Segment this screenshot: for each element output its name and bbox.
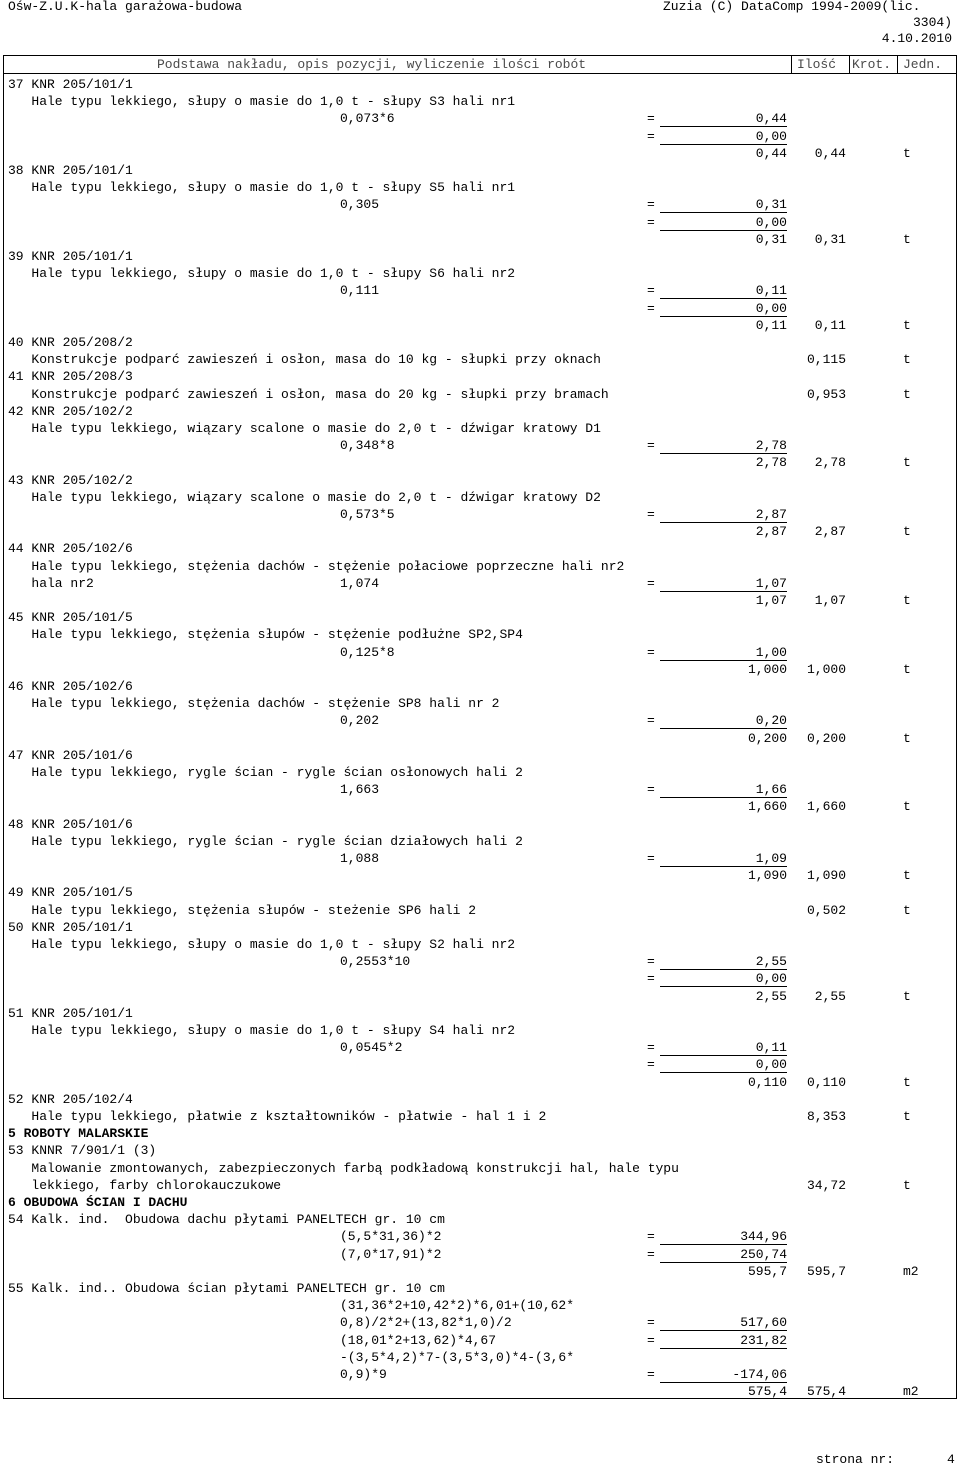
measurement-value: 595,7 [747,1263,787,1279]
section-heading: 5 ROBOTY MALARSKIE [8,1126,149,1142]
unit-label: t [903,352,911,368]
equals-sign: = [647,1367,655,1382]
measurement-value: 0,200 [747,730,787,746]
measurement-formula: 0,202 [340,713,380,729]
position-text: Hale typu lekkiego, rygle ścian - rygle ścian działowych hali 2 [8,833,523,849]
position-text: Hale typu lekkiego, stężenia słupów - steżenie SP6 hali 2 [8,902,477,918]
position-text: 53 KNNR 7/901/1 (3) [8,1143,157,1159]
measurement-formula: -(3,5*4,2)*7-(3,5*3,0)*4-(3,6* [340,1349,575,1365]
equals-sign: = [647,782,655,798]
equals-sign: = [647,438,655,454]
position-text: Hale typu lekkiego, słupy o masie do 1,0 t - słupy S3 hali nr1 [8,94,516,110]
column-header-multiplier: Krot. [852,57,892,72]
measurement-value: 0,110 [747,1074,787,1090]
measurement-value: 0,00 [755,971,787,987]
equals-sign: = [647,111,655,127]
unit-label: t [903,661,911,677]
quantity-total: 2,55 [814,988,846,1004]
position-text: 45 KNR 205/101/5 [8,610,133,626]
position-text: Konstrukcje podparć zawieszeń i osłon, masa do 20 kg - słupki przy bramach [8,386,609,402]
column-header-quantity: Ilość [797,57,837,72]
equals-sign: = [647,1332,655,1348]
measurement-formula: (31,36*2+10,42*2)*6,01+(10,62* [340,1298,575,1314]
measurement-value: 2,55 [755,988,787,1004]
value-underline [660,1348,787,1349]
measurement-value: 1,000 [747,661,787,677]
position-text: 44 KNR 205/102/6 [8,541,133,557]
position-text: Hale typu lekkiego, słupy o masie do 1,0 t - słupy S6 hali nr2 [8,266,516,282]
unit-label: t [903,730,911,746]
position-text: Hale typu lekkiego, stężenia dachów - stężenie SP8 hali nr 2 [8,696,500,712]
column-divider [849,56,850,73]
section-heading: 6 OBUDOWA ŚCIAN I DACHU [8,1195,188,1210]
position-text: 46 KNR 205/102/6 [8,679,133,694]
position-text: Hale typu lekkiego, słupy o masie do 1,0 t - słupy S5 hali nr1 [8,180,516,196]
quantity-total: 8,353 [806,1109,846,1124]
measurement-formula: (7,0*17,91)*2 [340,1246,442,1262]
unit-label: t [903,231,911,247]
measurement-value: 0,11 [755,1040,787,1056]
position-text: 49 KNR 205/101/5 [8,885,133,901]
position-text: 42 KNR 205/102/2 [8,403,133,419]
equals-sign: = [647,713,655,729]
equals-sign: = [647,1229,655,1245]
program-info: Zuzia (C) DataComp 1994-2009(lic. [663,0,921,14]
position-text: 52 KNR 205/102/4 [8,1091,133,1107]
unit-label: t [903,455,911,471]
position-text: Hale typu lekkiego, rygle ścian - rygle ścian osłonowych hali 2 [8,765,523,780]
position-text: Hale typu lekkiego, wiązary scalone o masie do 2,0 t - dźwigar kratowy D2 [8,489,601,505]
measurement-formula: 0,0545*2 [340,1040,403,1056]
measurement-value: 0,31 [755,197,787,213]
position-text: 54 Kalk. ind. Obudowa dachu płytami PANELTECH gr. 10 cm [8,1212,445,1228]
position-text: 37 KNR 205/101/1 [8,77,133,92]
position-text: 48 KNR 205/101/6 [8,816,133,832]
equals-sign: = [647,128,655,144]
unit-label: t [903,386,911,402]
position-text: 51 KNR 205/101/1 [8,1005,133,1021]
position-text: lekkiego, farby chlorokauczukowe [8,1177,282,1193]
equals-sign: = [647,575,655,591]
unit-label: t [903,1109,911,1124]
measurement-formula: 0,073*6 [340,111,395,127]
equals-sign: = [647,283,655,299]
measurement-value: 344,96 [740,1229,787,1245]
position-text: 43 KNR 205/102/2 [8,472,133,488]
measurement-value: 1,660 [747,799,787,815]
measurement-value: 1,00 [755,644,787,660]
measurement-value: 1,09 [755,851,787,866]
measurement-value: 1,07 [755,593,787,608]
measurement-value: 1,07 [755,575,787,591]
equals-sign: = [647,1315,655,1331]
quantity-total: 595,7 [806,1263,846,1279]
equals-sign: = [647,300,655,316]
equals-sign: = [647,1057,655,1073]
equals-sign: = [647,507,655,522]
measurement-formula: 0,8)/2*2+(13,82*1,0)/2 [340,1315,512,1331]
measurement-formula: (5,5*31,36)*2 [340,1229,442,1245]
measurement-formula: 0,125*8 [340,644,395,660]
equals-sign: = [647,1246,655,1262]
position-text: 39 KNR 205/101/1 [8,249,133,264]
column-divider [791,56,792,73]
measurement-formula: 1,088 [340,851,380,866]
measurement-value: 0,11 [755,283,787,299]
quantity-total: 0,44 [814,145,846,161]
position-text: Hale typu lekkiego, płatwie z kształtowników - płatwie - hal 1 i 2 [8,1109,547,1124]
measurement-value: 517,60 [740,1315,787,1331]
quantity-total: 1,090 [806,868,846,884]
measurement-value: 250,74 [740,1246,787,1262]
position-text: Malowanie zmontowanych, zabezpieczonych farbą podkładową konstrukcji hal, hale typu [8,1160,679,1176]
measurement-value: 1,66 [755,782,787,798]
page-number-label: strona nr: [816,1452,895,1467]
equals-sign: = [647,197,655,213]
page-number: 4 [947,1452,955,1467]
unit-label: t [903,868,911,884]
equals-sign: = [647,644,655,660]
measurement-value: 1,090 [747,868,787,884]
position-text: Hale typu lekkiego, słupy o masie do 1,0 t - słupy S2 hali nr2 [8,937,516,952]
measurement-value: 0,00 [755,300,787,316]
position-text: Hale typu lekkiego, słupy o masie do 1,0 t - słupy S4 hali nr2 [8,1023,516,1038]
unit-label: t [903,1177,911,1193]
equals-sign: = [647,971,655,987]
equals-sign: = [647,214,655,230]
quantity-total: 0,31 [814,231,846,247]
header-divider [3,73,957,74]
measurement-formula: 0,2553*10 [340,954,411,970]
unit-label: t [903,593,911,608]
document-title: Ośw-Z.U.K-hala garażowa-budowa [8,0,243,14]
unit-label: t [903,524,911,540]
quantity-total: 1,660 [806,799,846,815]
unit-label: t [903,1074,911,1090]
position-text: Konstrukcje podparć zawieszeń i osłon, masa do 10 kg - słupki przy oknach [8,352,601,368]
measurement-value: 0,00 [755,214,787,230]
measurement-value: 2,87 [755,507,787,522]
position-text: Hale typu lekkiego, stężenia dachów - stężenie połaciowe poprzeczne hali nr2 [8,558,625,574]
equals-sign: = [647,954,655,970]
measurement-formula: 1,074 [340,575,380,591]
measurement-value: 2,78 [755,455,787,471]
measurement-value: 0,11 [755,317,787,333]
quantity-total: 1,07 [814,593,846,608]
unit-label: t [903,799,911,815]
measurement-value: 0,00 [755,128,787,144]
print-date: 4.10.2010 [881,31,952,46]
measurement-value: 0,00 [755,1057,787,1073]
quantity-total: 1,000 [806,661,846,677]
column-header-description: Podstawa nakładu, opis pozycji, wyliczenie ilości robót [157,57,587,72]
position-text: Hale typu lekkiego, stężenia słupów - stężenie podłużne SP2,SP4 [8,627,523,643]
quantity-total: 0,200 [806,730,846,746]
unit-label: m2 [903,1263,919,1279]
unit-label: t [903,145,911,161]
column-divider [897,56,898,73]
quantity-total: 0,110 [806,1074,846,1090]
unit-label: m2 [903,1384,919,1400]
measurement-value: 575,4 [747,1384,787,1400]
quantity-total: 34,72 [806,1177,846,1193]
equals-sign: = [647,851,655,866]
measurement-formula: 0,9)*9 [340,1367,387,1382]
position-text: 38 KNR 205/101/1 [8,163,133,178]
measurement-value: 2,55 [755,954,787,970]
measurement-formula: 0,111 [340,283,380,299]
column-header-unit: Jedn. [903,57,943,72]
measurement-value: 0,44 [755,111,787,127]
position-text: 47 KNR 205/101/6 [8,747,133,763]
measurement-value: 231,82 [740,1332,787,1348]
quantity-total: 0,502 [806,902,846,918]
measurement-formula: 1,663 [340,782,380,798]
quantity-total: 2,78 [814,455,846,471]
measurement-value: -174,06 [732,1367,787,1382]
quantity-total: 575,4 [806,1384,846,1400]
measurement-value: 0,20 [755,713,787,729]
measurement-formula: (18,01*2+13,62)*4,67 [340,1332,497,1348]
unit-label: t [903,988,911,1004]
position-text: 50 KNR 205/101/1 [8,919,133,935]
quantity-total: 2,87 [814,524,846,540]
unit-label: t [903,317,911,333]
position-text: 40 KNR 205/208/2 [8,335,133,350]
measurement-value: 2,87 [755,524,787,540]
quantity-total: 0,115 [806,352,846,368]
measurement-formula: 0,573*5 [340,507,395,522]
position-text: 55 Kalk. ind.. Obudowa ścian płytami PANELTECH gr. 10 cm [8,1281,445,1296]
position-text: hala nr2 [8,575,94,591]
measurement-value: 0,44 [755,145,787,161]
measurement-formula: 0,348*8 [340,438,395,454]
position-text: Hale typu lekkiego, wiązary scalone o masie do 2,0 t - dźwigar kratowy D1 [8,421,601,436]
quantity-total: 0,11 [814,317,846,333]
unit-label: t [903,902,911,918]
position-text: 41 KNR 205/208/3 [8,369,133,385]
measurement-value: 0,31 [755,231,787,247]
equals-sign: = [647,1040,655,1056]
license-number: 3304) [912,15,952,30]
measurement-formula: 0,305 [340,197,380,213]
quantity-total: 0,953 [806,386,846,402]
measurement-value: 2,78 [755,438,787,454]
